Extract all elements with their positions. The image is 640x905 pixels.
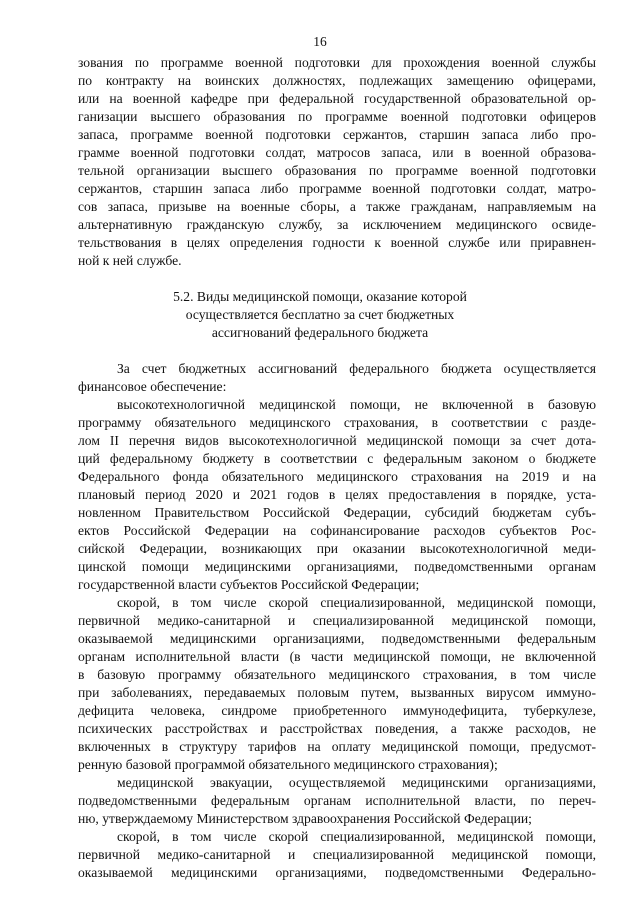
text-line: высокотехнологичной медицинской помощи, не включенной в базовую <box>117 397 596 412</box>
paragraph-high-tech-care <box>78 396 596 594</box>
text-line: медицинской эвакуации, осуществляемой медицинскими организациями, <box>117 775 596 790</box>
intro-paragraph <box>78 54 596 270</box>
text-line: или на военной кафедре при федеральной государственной образовательной ор- <box>78 91 596 106</box>
text-line: сов запаса, призыве на военные сборы, а также гражданам, направляемым на <box>78 199 596 214</box>
text-line: ганизации высшего образования по программе военной подготовки офицеров <box>78 109 596 124</box>
text-line: при заболеваниях, передаваемых половым путем, вызванных вирусом иммуно- <box>78 685 596 700</box>
text-line: сийской Федерации, возникающих при оказании высокотехнологичной меди- <box>78 541 596 556</box>
text-line: первичной медико-санитарной и специализированной медицинской помощи, <box>78 613 596 628</box>
section-heading <box>0 288 640 342</box>
paragraph-emergency-care <box>78 594 596 774</box>
text-line: Федерального фонда обязательного медицинского страхования на 2019 и на <box>78 469 596 484</box>
paragraph-funding-intro <box>78 360 596 396</box>
text-line: ренную базовой программой обязательного медицинского страхования); <box>78 757 498 772</box>
text-line: плановый период 2020 и 2021 годов в целях предоставления в порядке, уста- <box>78 487 596 502</box>
text-line: по контракту на воинских должностях, подлежащих замещению офицерами, <box>78 73 596 88</box>
text-line: тельной организации высшего образования по программе военной подготовки <box>78 163 596 178</box>
text-line: финансовое обеспечение: <box>78 379 227 394</box>
text-line: ций федеральному бюджету в соответствии с федеральным законом о бюджете <box>78 451 596 466</box>
text-line: государственной власти субъектов Российской Федерации; <box>78 577 420 592</box>
text-line: программу обязательного медицинского страхования, в соответствии с разде- <box>78 415 596 430</box>
text-line: включенных в структуру тарифов на оплату медицинской помощи, предусмот- <box>78 739 596 754</box>
text-line: новленном Правительством Российской Федерации, субсидий бюджетам субъ- <box>78 505 596 520</box>
text-line: оказываемой медицинскими организациями, подведомственными Федерально- <box>78 865 596 880</box>
text-line: ню, утверждаемому Министерством здравоохранения Российской Федерации; <box>78 811 532 826</box>
text-line: сержантов, старшин запаса либо программе военной подготовки солдат, матро- <box>78 181 596 196</box>
text-line: органам исполнительной власти (в части медицинской помощи, не включенной <box>78 649 596 664</box>
text-line: психических расстройствах и расстройствах поведения, а также расходов, не <box>78 721 596 736</box>
text-line: скорой, в том числе скорой специализированной, медицинской помощи, <box>117 595 596 610</box>
section-heading-line: осуществляется бесплатно за счет бюджетных <box>185 307 455 322</box>
paragraph-emergency-care-federal <box>78 828 596 882</box>
text-line: ной к ней службе. <box>78 253 182 268</box>
paragraph-medical-evacuation <box>78 774 596 828</box>
text-line: грамме военной подготовки солдат, матросов запаса, или в военной образова- <box>78 145 596 160</box>
text-line: За счет бюджетных ассигнований федерального бюджета осуществляется <box>117 361 596 376</box>
section-heading-line: ассигнований федерального бюджета <box>211 325 429 340</box>
text-line: скорой, в том числе скорой специализированной, медицинской помощи, <box>117 829 596 844</box>
text-line: оказываемой медицинскими организациями, подведомственными федеральным <box>78 631 596 646</box>
text-line: в базовую программу обязательного медицинского страхования, в том числе <box>78 667 596 682</box>
text-line: лом II перечня видов высокотехнологичной медицинской помощи за счет дота- <box>78 433 596 448</box>
text-line: первичной медико-санитарной и специализированной медицинской помощи, <box>78 847 596 862</box>
text-line: запаса, программе военной подготовки сержантов, старшин запаса либо про- <box>78 127 596 142</box>
text-line: альтернативную гражданскую службу, за исключением медицинского освиде- <box>78 217 596 232</box>
text-line: подведомственными федеральным органам исполнительной власти, по переч- <box>78 793 596 808</box>
text-line: зования по программе военной подготовки для прохождения военной службы <box>78 55 596 70</box>
text-line: ектов Российской Федерации на софинансирование расходов субъектов Рос- <box>78 523 596 538</box>
text-line: тельствования в целях определения годности к военной службе или приравнен- <box>78 235 596 250</box>
text-line: дефицита человека, синдроме приобретенного иммунодефицита, туберкулезе, <box>78 703 596 718</box>
page-number: 16 <box>313 34 327 49</box>
text-line: цинской помощи медицинскими организациями, подведомственными органам <box>78 559 596 574</box>
section-heading-line: 5.2. Виды медицинской помощи, оказание которой <box>173 289 467 304</box>
